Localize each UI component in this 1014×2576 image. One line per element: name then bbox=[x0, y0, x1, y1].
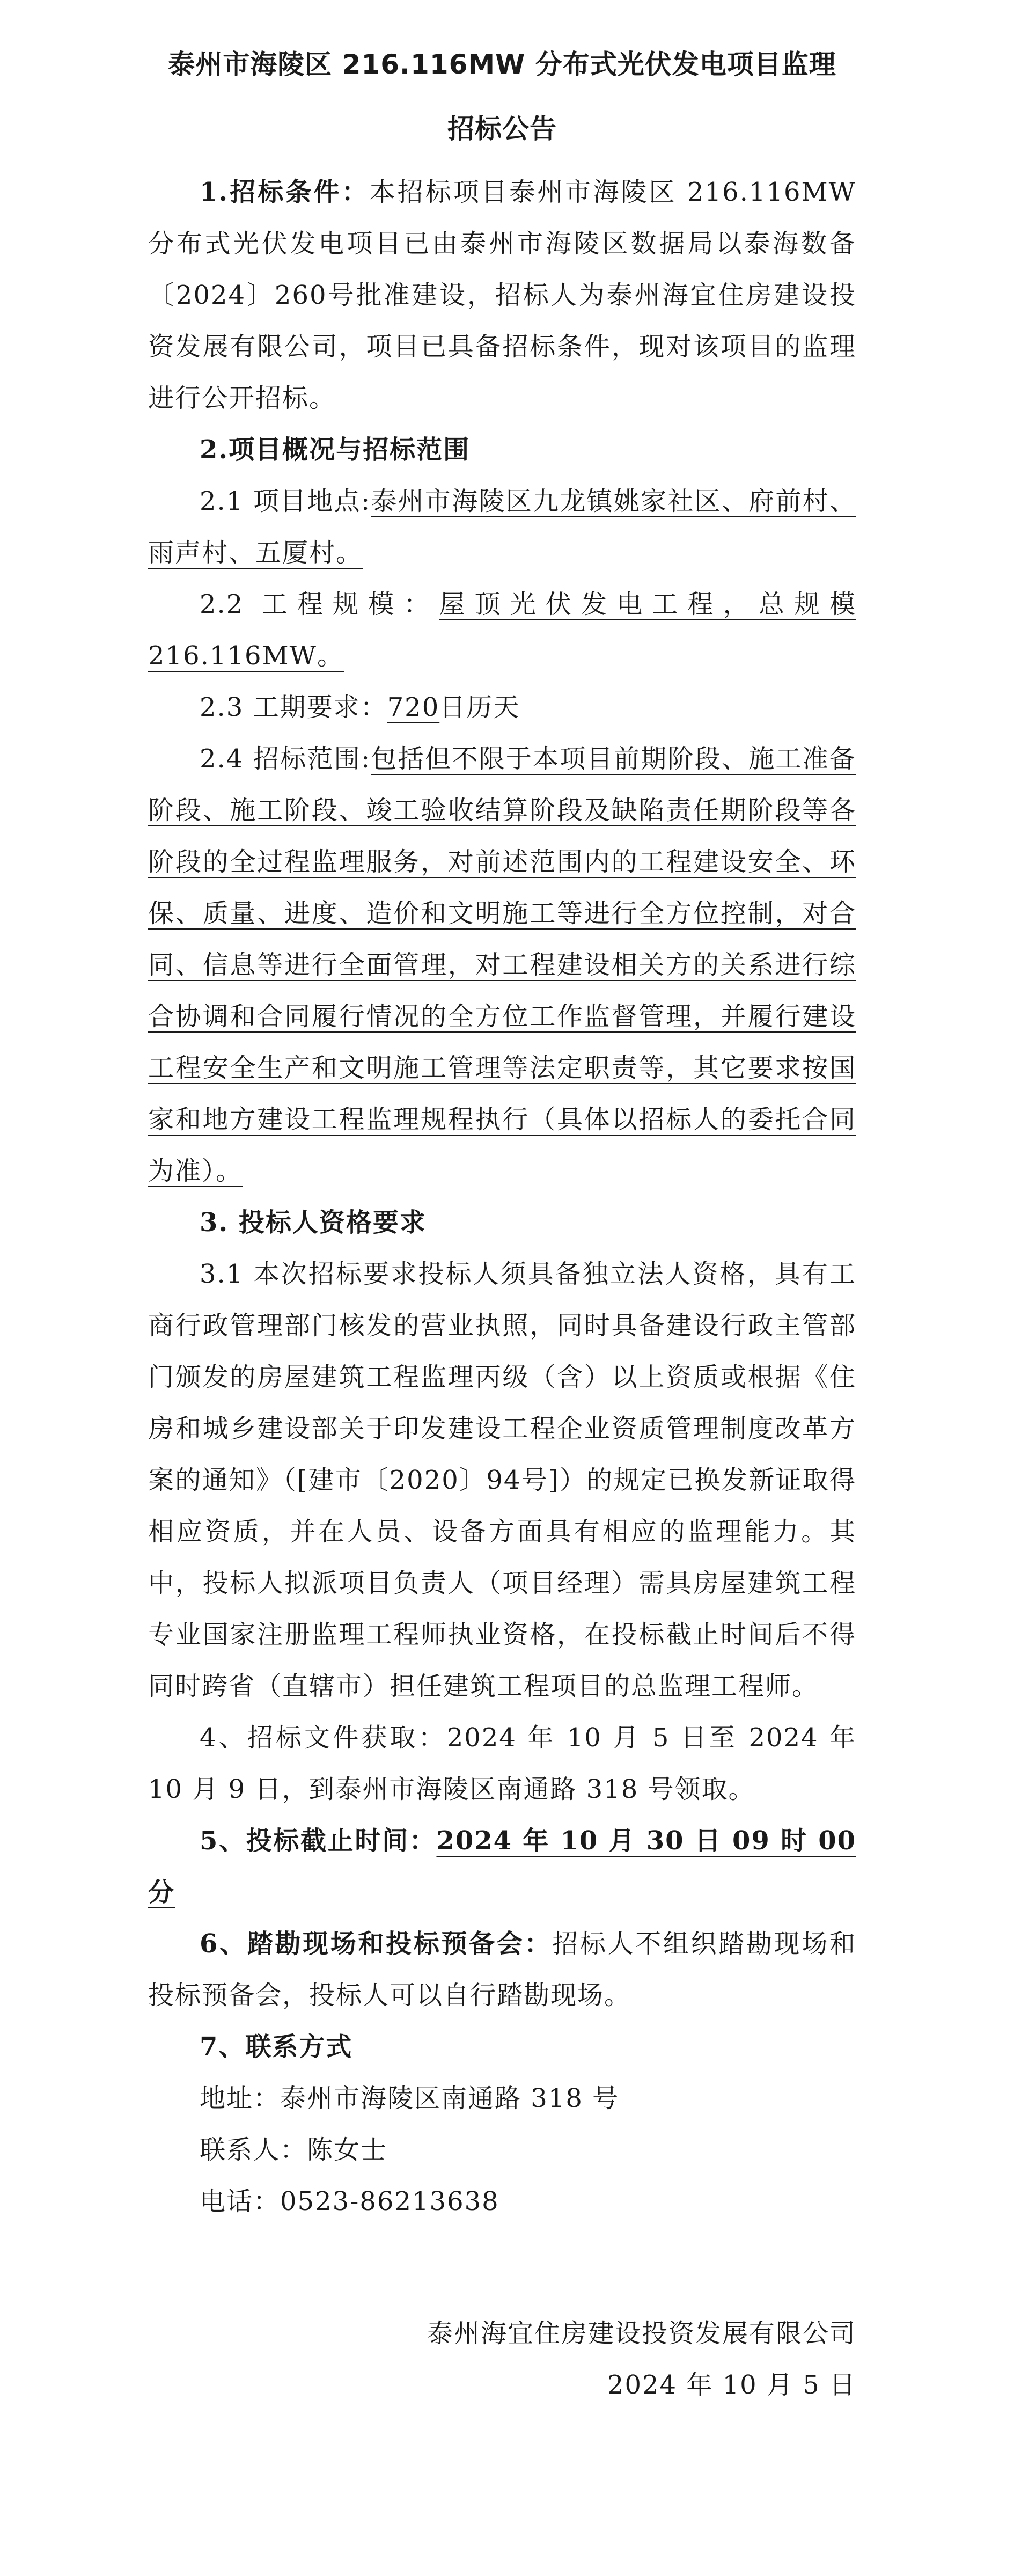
section-heading-qualification: 3. 投标人资格要求 bbox=[200, 1208, 427, 1238]
contact-person: 联系人：陈女士 bbox=[200, 2135, 388, 2165]
item-value: 泰州市海陵区九龙镇姚家社区、府前村、雨声村、五厦村。 bbox=[148, 486, 856, 568]
contact-address: 地址：泰州市海陵区南通路 318 号 bbox=[200, 2083, 620, 2113]
item-value: 包括但不限于本项目前期阶段、施工准备阶段、施工阶段、竣工验收结算阶段及缺陷责任期阶段等各阶段的全过程监理服务，对前述范围内的工程建设安全、环保、质量、进度、造价和文明施工等进行全方位控制，对合同、信息等进行全面管理，对工程建设相关方的关系进行综合协调和合同履行情况的全方位工作监督管理，并履行建设工程安全生产和文明施工管理等法定职责等，其它要求按国家和地方建设工程监理规程执行（具体以招标人的委托合同为准）。 bbox=[148, 744, 856, 1186]
section-heading: 6、踏勘现场和投标预备会： bbox=[200, 1929, 553, 1959]
deadline-value: 2024 年 10 月 30 日 09 时 00 分 bbox=[148, 1826, 856, 1907]
signature-company: 泰州海宜住房建设投资发展有限公司 bbox=[427, 2318, 856, 2348]
section-qualification-text: 3.1 本次招标要求投标人须具备独立法人资格，具有工商行政管理部门核发的营业执照，同时具备建设行政主管部门颁发的房屋建筑工程监理丙级（含）以上资质或根据《住房和城乡建设部关于印发建设工程企业资质管理制度改革方案的通知》（[建市〔2020〕94号]）的规定已换发新证取得相应资质，并在人员、设备方面具有相应的监理能力。其中，投标人拟派项目负责人（项目经理）需具房屋建筑工程专业国家注册监理工程师执业资格，在投标截止时间后不得同时跨省（直辖市）担任建筑工程项目的总监理工程师。 bbox=[148, 1259, 856, 1701]
item-suffix: 日历天 bbox=[439, 692, 520, 722]
contact-phone: 电话：0523-86213638 bbox=[200, 2186, 499, 2216]
item-bidding-scope bbox=[148, 733, 856, 1197]
section-heading: 1.招标条件： bbox=[200, 177, 370, 207]
item-value: 720 bbox=[387, 692, 440, 722]
signature-block bbox=[148, 2308, 856, 2411]
item-label: 2.3 工期要求： bbox=[200, 692, 387, 722]
section-text: 本招标项目泰州市海陵区 216.116MW 分布式光伏发电项目已由泰州市海陵区数据局以泰海数备〔2024〕260号批准建设，招标人为泰州海宜住房建设投资发展有限公司，项目已具备招标条件，现对该项目的监理进行公开招标。 bbox=[148, 177, 856, 413]
section-deadline bbox=[148, 1815, 856, 1918]
item-value: 屋顶光伏发电工程，总规模 216.116MW。 bbox=[148, 589, 856, 671]
section-site-visit bbox=[148, 1918, 856, 2021]
item-project-scale bbox=[148, 579, 856, 682]
item-label: 2.4 招标范围: bbox=[200, 744, 371, 774]
section-heading-contact: 7、联系方式 bbox=[200, 2032, 353, 2062]
item-label: 2.2 工程规模： bbox=[200, 589, 439, 619]
item-label: 2.1 项目地点: bbox=[200, 486, 371, 516]
item-duration bbox=[148, 682, 856, 733]
signature-date: 2024 年 10 月 5 日 bbox=[607, 2370, 856, 2400]
announcement-page bbox=[148, 32, 856, 2411]
item-project-location bbox=[148, 475, 856, 579]
section-documents: 4、招标文件获取：2024 年 10 月 5 日至 2024 年 10 月 9 日，到泰州市海陵区南通路 318 号领取。 bbox=[148, 1723, 856, 1804]
page-subtitle: 招标公告 bbox=[447, 113, 557, 144]
section-heading-project-overview: 2.项目概况与招标范围 bbox=[200, 435, 471, 465]
section-bidding-conditions bbox=[148, 166, 856, 424]
page-title: 泰州市海陵区 216.116MW 分布式光伏发电项目监理 bbox=[168, 49, 836, 80]
section-heading: 5、投标截止时间： bbox=[200, 1826, 437, 1856]
section-text: 招标人不组织踏勘现场和投标预备会，投标人可以自行踏勘现场。 bbox=[148, 1929, 856, 2010]
